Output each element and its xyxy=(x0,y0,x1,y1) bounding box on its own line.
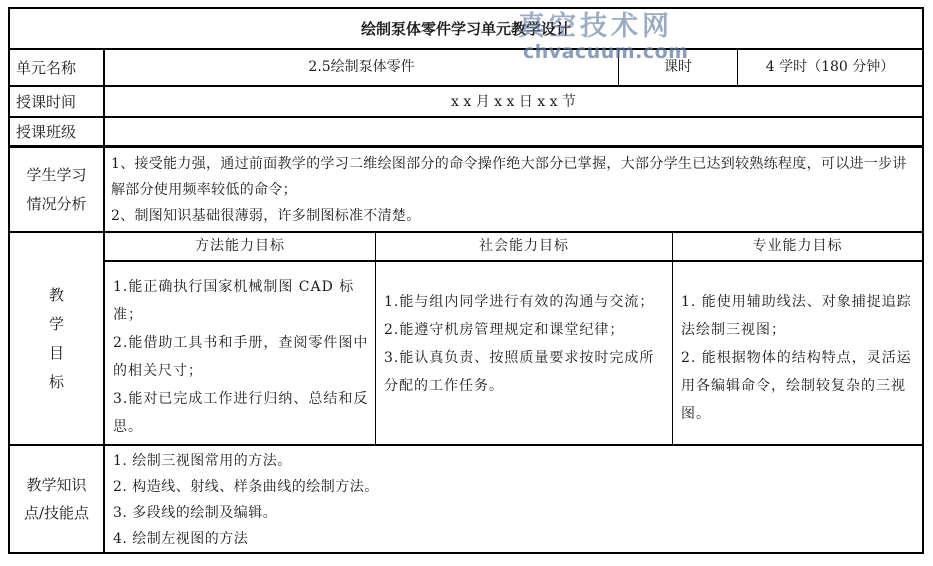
goal-header-text: 社会能力目标 xyxy=(479,238,569,255)
knowledge-item: 2. 构造线、射线、样条曲线的绘制方法。 xyxy=(113,479,379,495)
lesson-plan-table xyxy=(8,7,924,554)
class-label xyxy=(10,118,103,146)
goal-item: 1.能正确执行国家机械制图 CAD 标准； xyxy=(113,279,355,323)
time-label-text: 授课时间 xyxy=(16,93,77,111)
goal-content-professional xyxy=(681,262,917,444)
divider xyxy=(103,445,105,554)
goal-content-social xyxy=(384,262,666,444)
divider xyxy=(103,232,105,445)
class-value xyxy=(105,118,922,146)
divider xyxy=(672,232,673,445)
analysis-label-line: 学生学习 xyxy=(26,165,87,184)
goal-item: 1.能与组内同学进行有效的沟通与交流； xyxy=(384,294,655,310)
goal-item: 3.能认真负责、按照质量要求按时完成所分配的工作任务。 xyxy=(384,350,655,394)
analysis-item: 2、制图知识基础很薄弱，许多制图标准不清楚。 xyxy=(111,208,421,224)
knowledge-label xyxy=(10,446,103,552)
goal-header-text: 专业能力目标 xyxy=(752,238,843,255)
goal-item: 1. 能使用辅助线法、对象捕捉追踪法绘制三视图； xyxy=(681,294,912,338)
class-label-text: 授课班级 xyxy=(16,123,77,141)
divider xyxy=(10,145,922,148)
knowledge-item: 3. 多段线的绘制及编辑。 xyxy=(113,505,278,521)
goals-label xyxy=(10,233,103,444)
watermark-cn: 真空技术网 xyxy=(518,11,673,42)
goal-item: 2.能借助工具书和手册，查阅零件图中的相关尺寸； xyxy=(113,335,369,379)
unit-name-label xyxy=(10,50,103,85)
goal-header-social xyxy=(376,233,672,260)
unit-name-label-text: 单元名称 xyxy=(16,58,77,77)
goal-item: 2.能遵守机房管理规定和课堂纪律； xyxy=(384,322,625,338)
knowledge-content xyxy=(113,447,813,552)
unit-name-value-text: 2.5绘制泵体零件 xyxy=(308,59,415,76)
goal-content-method xyxy=(113,262,369,444)
goal-header-text: 方法能力目标 xyxy=(195,238,285,255)
divider xyxy=(10,444,922,446)
goal-item: 2. 能根据物体的结构特点，灵活运用各编辑命令，绘制较复杂的三视图。 xyxy=(681,350,912,422)
time-label xyxy=(10,87,103,117)
watermark-en: chvacuum.com xyxy=(523,41,689,63)
goals-label-char: 目 xyxy=(48,343,64,362)
goal-header-professional xyxy=(673,233,922,260)
goals-label-char: 教 xyxy=(48,285,64,304)
goal-item: 3.能对已完成工作进行归纳、总结和反思。 xyxy=(113,391,369,435)
analysis-label-line: 情况分析 xyxy=(26,194,87,213)
divider xyxy=(375,232,376,445)
knowledge-item: 4. 绘制左视图的方法 xyxy=(113,531,249,547)
knowledge-label-line: 教学知识 xyxy=(26,476,87,494)
document-title xyxy=(10,9,922,48)
hours-value-text: 4 学时（180 分钟） xyxy=(765,59,895,76)
knowledge-item: 1. 绘制三视图常用的方法。 xyxy=(113,453,292,469)
analysis-content xyxy=(111,150,917,230)
goals-label-char: 学 xyxy=(48,314,64,333)
hours-value xyxy=(738,50,922,85)
divider xyxy=(103,148,105,232)
document-title-text: 绘制泵体零件学习单元教学设计 xyxy=(360,19,571,38)
time-value-text: x x 月 x x 日 x x 节 xyxy=(451,93,576,110)
hours-label xyxy=(619,50,737,85)
analysis-item: 1、接受能力强，通过前面教学的学习二维绘图部分的命令操作绝大部分已掌握，大部分学生已达到较熟练程度，可以进一步讲解部分使用频率较低的命令； xyxy=(111,156,907,198)
time-value xyxy=(105,87,922,117)
goal-header-method xyxy=(105,233,375,260)
unit-name-value xyxy=(105,50,618,85)
analysis-label xyxy=(10,148,103,231)
goals-label-char: 标 xyxy=(48,372,64,391)
hours-label-text: 课时 xyxy=(664,59,692,76)
knowledge-label-line: 点/技能点 xyxy=(23,504,90,522)
